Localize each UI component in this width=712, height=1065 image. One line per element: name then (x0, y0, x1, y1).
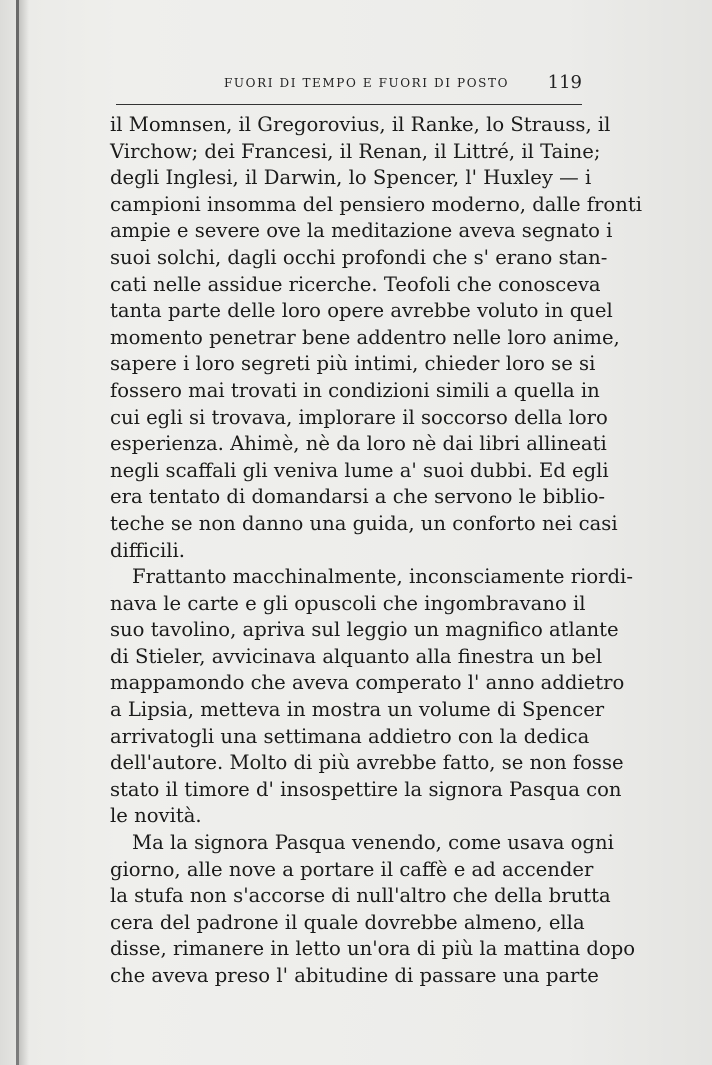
text-line: campioni insomma del pensiero moderno, dalle fronti (110, 192, 642, 216)
text-line: suo tavolino, apriva sul leggio un magnifico atlante (110, 618, 619, 642)
text-line: a Lipsia, metteva in mostra un volume di Spencer (110, 698, 605, 722)
body-text (110, 112, 642, 990)
text-line: arrivatogli una settimana addietro con la dedica (110, 724, 590, 748)
text-line: cui egli si trovava, implorare il soccorso della loro (110, 405, 608, 429)
text-line: difficili. (110, 538, 185, 562)
text-line: suoi solchi, dagli occhi profondi che s' erano stan- (110, 245, 608, 269)
text-line: stato il timore d' insospettire la signora Pasqua con (110, 777, 622, 801)
running-title: FUORI DI TEMPO E FUORI DI POSTO (224, 76, 510, 90)
text-line: era tentato di domandarsi a che servono le biblio- (110, 485, 606, 509)
text-line: di Stieler, avvicinava alquanto alla finestra un bel (110, 644, 603, 668)
text-line: nava le carte e gli opuscoli che ingombravano il (110, 591, 586, 615)
header-rule (116, 104, 582, 105)
text-line: che aveva preso l' abitudine di passare una parte (110, 964, 599, 987)
running-head (112, 70, 584, 98)
text-line: Ma la signora Pasqua venendo, come usava ogni (132, 831, 614, 855)
text-line: momento penetrar bene addentro nelle loro anime, (110, 325, 620, 349)
text-line: esperienza. Ahimè, nè da loro nè dai libri allineati (110, 432, 607, 456)
text-line: Frattanto macchinalmente, inconsciamente riordi- (132, 565, 633, 589)
text-line: fossero mai trovati in condizioni simili a quella in (110, 378, 600, 402)
text-line: dell'autore. Molto di più avrebbe fatto, se non fosse (110, 751, 624, 775)
text-line: cera del padrone il quale dovrebbe almeno, ella (110, 910, 585, 934)
text-line: il Momnsen, il Gregorovius, il Ranke, lo Strauss, il (110, 113, 611, 136)
text-line: disse, rimanere in letto un'ora di più la mattina dopo (110, 937, 636, 961)
text-line: cati nelle assidue ricerche. Teofoli che conosceva (110, 272, 601, 296)
text-line: la stufa non s'accorse di null'altro che della brutta (110, 884, 611, 908)
text-line: giorno, alle nove a portare il caffè e ad accender (110, 857, 594, 881)
text-line: Virchow; dei Francesi, il Renan, il Littré, il Taine; (110, 139, 601, 163)
text-line: tanta parte delle loro opere avrebbe voluto in quel (110, 299, 613, 323)
text-line: sapere i loro segreti più intimi, chieder loro se si (110, 352, 596, 376)
text-line: teche se non danno una guida, un conforto nei casi (110, 511, 618, 535)
text-line: negli scaffali gli veniva lume a' suoi dubbi. Ed egli (110, 458, 609, 482)
binding-shadow (19, 0, 29, 1065)
text-line: mappamondo che aveva comperato l' anno addietro (110, 671, 625, 695)
text-line: le novità. (110, 804, 202, 828)
page-number: 119 (547, 72, 582, 93)
text-line: ampie e severe ove la meditazione aveva segnato i (110, 219, 613, 243)
text-line: degli Inglesi, il Darwin, lo Spencer, l' Huxley — i (110, 166, 592, 190)
